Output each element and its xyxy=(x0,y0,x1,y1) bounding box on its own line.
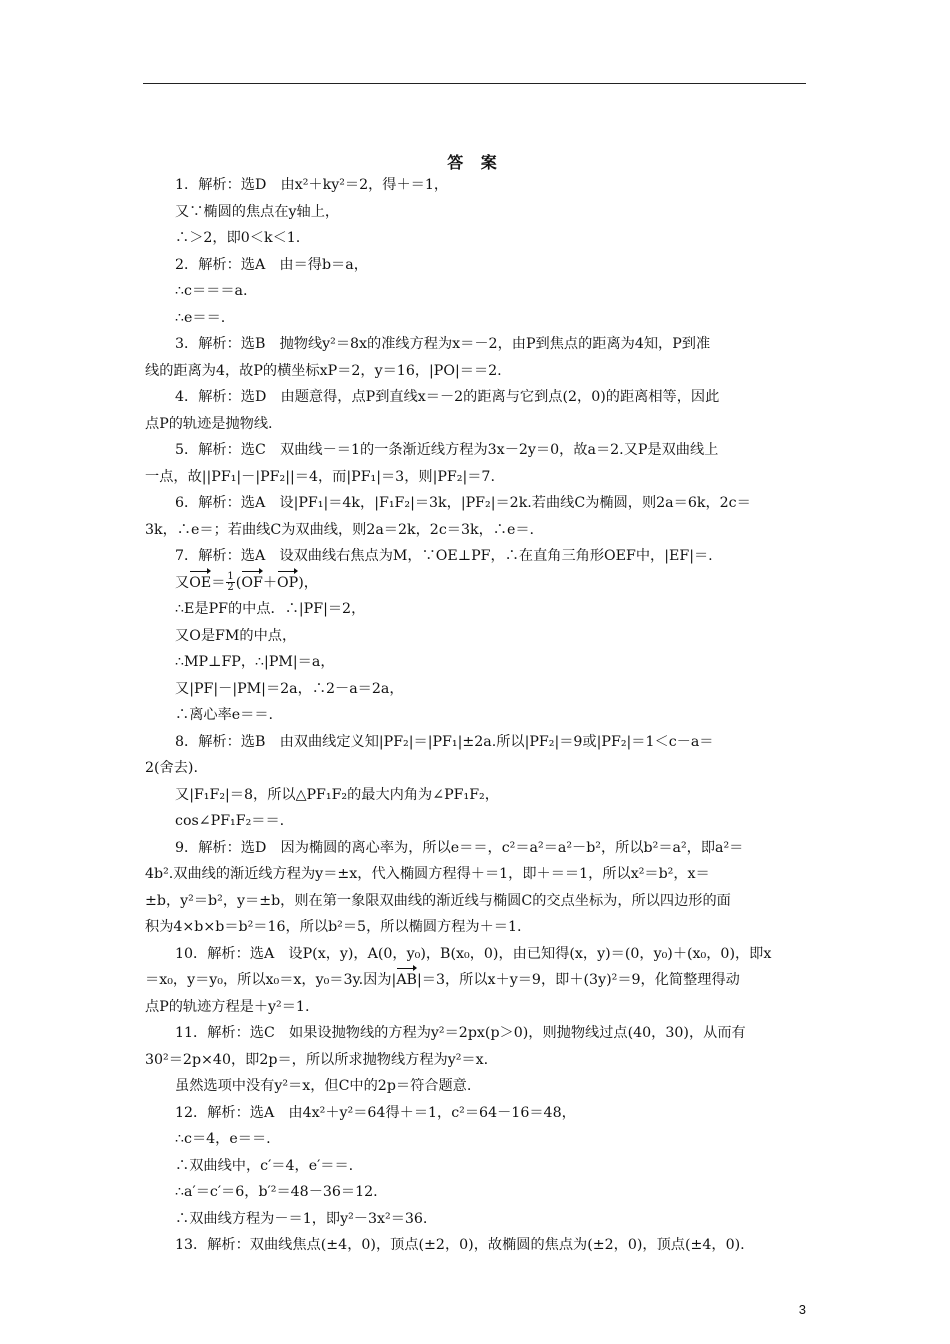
fraction-one-half xyxy=(226,572,234,593)
text-line: ∴离心率e＝＝. xyxy=(175,707,274,723)
header-rule xyxy=(143,83,806,84)
text-line: 13．解析：双曲线焦点(±4，0)，顶点(±2，0)，故椭圆的焦点为(±2，0)，顶点(±4，0). xyxy=(175,1237,745,1253)
text-line: ＝x₀，y＝y₀，所以x₀＝x，y₀＝3y.因为|AB|＝3，所以x＋y＝9，即＋(3y)²＝9，化简整理得动 xyxy=(145,967,808,994)
text-line: 又|PF|－|PM|＝2a，∴2－a＝2a， xyxy=(175,680,404,697)
text-line: 2(舍去). xyxy=(145,760,198,776)
formula-close-paren: )， xyxy=(298,574,318,591)
text-line: ∴c＝＝＝a. xyxy=(175,283,248,299)
answer-body xyxy=(145,172,808,1259)
text-line: ∴e＝＝. xyxy=(175,309,226,326)
text-line: ∴E是PF的中点．∴|PF|＝2， xyxy=(175,601,366,617)
text-line: 1．解析：选D 由x²＋ky²＝2，得＋＝1， xyxy=(175,177,449,193)
text-line: ∴双曲线方程为－＝1，即y²－3x²＝36. xyxy=(175,1210,428,1227)
text-line: 3．解析：选B 抛物线y²＝8x的准线方程为x＝－2，由P到焦点的距离为4知，P到准 xyxy=(175,336,711,352)
page-number: 3 xyxy=(798,1302,806,1317)
text-line: 积为4×b×b＝b²＝16，所以b²＝5，所以椭圆方程为＋＝1. xyxy=(145,919,522,935)
fraction-numerator: 1 xyxy=(227,571,234,582)
formula-equals: ＝ xyxy=(211,574,226,591)
text-line: 又∵椭圆的焦点在y轴上， xyxy=(175,203,340,220)
vector-of: OF xyxy=(241,570,262,597)
text-line: ∴MP⊥FP，∴|PM|＝a， xyxy=(175,654,335,670)
text-line: 点P的轨迹是抛物线. xyxy=(145,415,273,432)
text-line: 11．解析：选C 如果设抛物线的方程为y²＝2px(p＞0)，则抛物线过点(40，30)，从而有 xyxy=(175,1025,746,1041)
text-line: ∴c＝4，e＝＝. xyxy=(175,1131,271,1147)
formula-plus: ＋ xyxy=(262,574,278,591)
text-line: 5．解析：选C 双曲线－＝1的一条渐近线方程为3x－2y＝0，故a＝2.又P是双曲线上 xyxy=(175,442,719,458)
text-line: ∴＞2，即0＜k＜1. xyxy=(175,230,301,246)
formula-open-paren: ( xyxy=(235,574,242,591)
text-line: 9．解析：选D 因为椭圆的离心率为，所以e＝＝，c²＝a²＝a²－b²，所以b²＝a²，即a²＝ xyxy=(175,839,744,856)
formula-prefix: 又 xyxy=(175,574,190,591)
text-line: 虽然选项中没有y²＝x，但C中的2p＝符合题意. xyxy=(175,1078,472,1094)
text-line: 12．解析：选A 由4x²＋y²＝64得＋＝1，c²＝64－16＝48， xyxy=(175,1104,576,1121)
vector-oe: OE xyxy=(189,570,211,597)
text-line: 10．解析：选A 设P(x，y)，A(0，y₀)，B(x₀，0)，由已知得(x，y)＝(0，y₀)＋(x₀，0)，即x xyxy=(175,945,772,962)
text-line: 3k，∴e＝；若曲线C为双曲线，则2a＝2k，2c＝3k，∴e＝. xyxy=(145,521,535,538)
text-line: 8．解析：选B 由双曲线定义知|PF₂|＝|PF₁|±2a.所以|PF₂|＝9或|PF₂|＝1＜c－a＝ xyxy=(175,733,714,750)
text-line: 线的距离为4，故P的横坐标xP＝2，y＝16，|PO|＝＝2. xyxy=(145,362,502,379)
vector-op: OP xyxy=(277,570,298,597)
text-line: 4b².双曲线的渐近线方程为y＝±x，代入椭圆方程得＋＝1，即＋＝＝1，所以x²＝b²，x＝ xyxy=(145,866,710,882)
text-line: 一点，故||PF₁|－|PF₂||＝4，而|PF₁|＝3，则|PF₂|＝7. xyxy=(145,468,495,485)
text-line: 2．解析：选A 由＝得b＝a， xyxy=(175,256,368,273)
text-line: 又O是FM的中点， xyxy=(175,627,297,644)
text-line: 6．解析：选A 设|PF₁|＝4k，|F₁F₂|＝3k，|PF₂|＝2k.若曲线C为椭圆，则2a＝6k，2c＝ xyxy=(175,495,751,511)
page-title: 答 案 xyxy=(447,153,503,172)
text-line: ±b，y²＝b²，y＝±b，则在第一象限双曲线的渐近线与椭圆C的交点坐标为，所以四边形的面 xyxy=(145,892,731,909)
text-line: ∴a′＝c′＝6，b′²＝48－36＝12. xyxy=(175,1184,378,1200)
text-line: 30²＝2p×40，即2p＝，所以所求抛物线方程为y²＝x. xyxy=(145,1051,489,1068)
fraction-denominator: 2 xyxy=(227,582,234,593)
text-line: ∴双曲线中，c′＝4，e′＝＝. xyxy=(175,1157,354,1174)
vector-formula-line xyxy=(145,570,808,597)
text-line: cos∠PF₁F₂＝＝. xyxy=(175,813,285,829)
text-line: 点P的轨迹方程是＋y²＝1. xyxy=(145,998,310,1015)
text-line: 4．解析：选D 由题意得，点P到直线x＝－2的距离与它到点(2，0)的距离相等，因此 xyxy=(175,389,720,405)
text-line: 7．解析：选A 设双曲线右焦点为M，∵OE⊥PF，∴在直角三角形OEF中，|EF|＝. xyxy=(175,548,713,564)
vector-ab: AB xyxy=(396,967,417,994)
text-line: 又|F₁F₂|＝8，所以△PF₁F₂的最大内角为∠PF₁F₂， xyxy=(175,786,499,803)
